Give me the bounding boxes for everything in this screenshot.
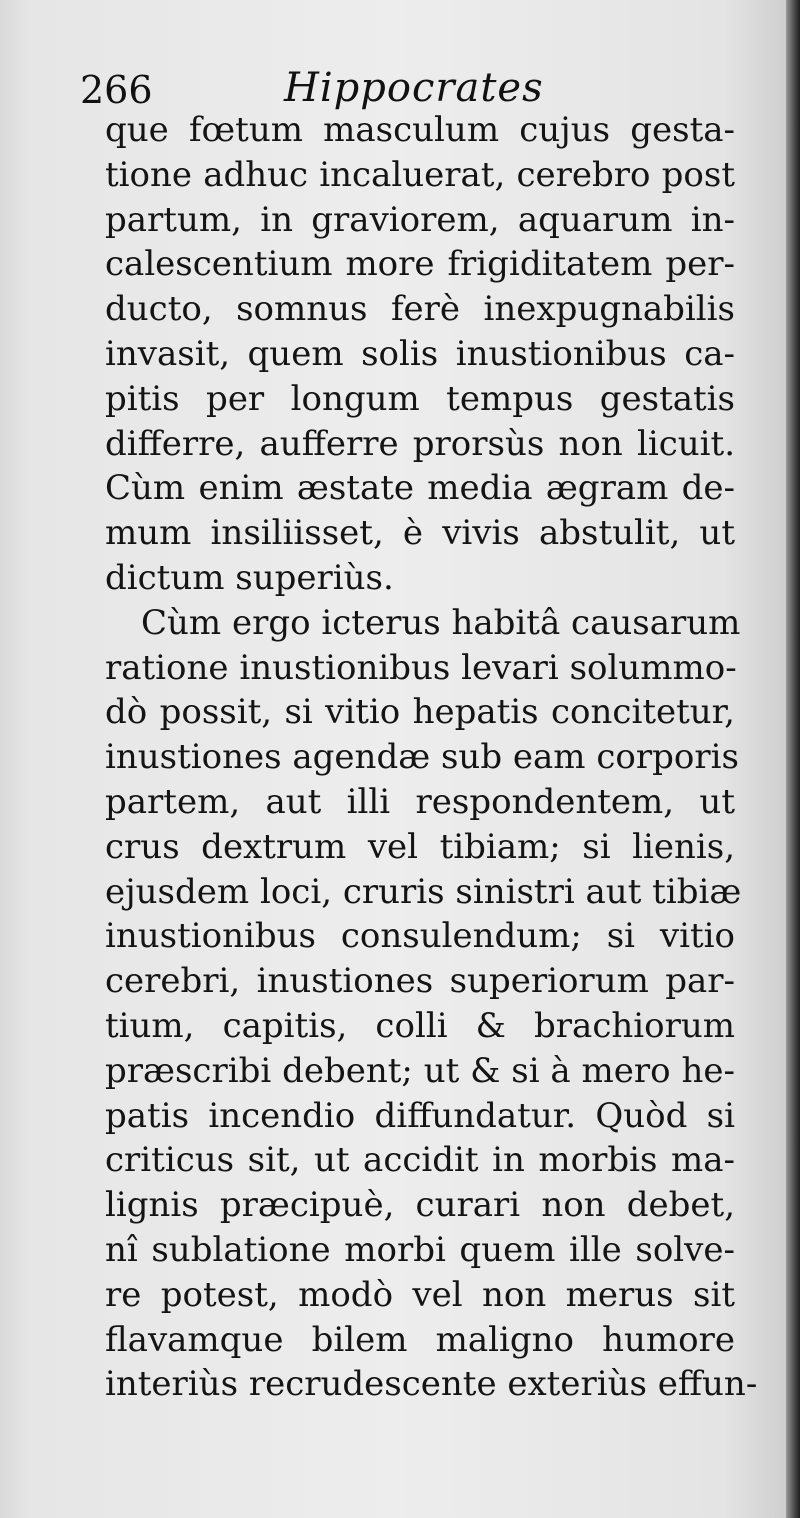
text-line: tione adhuc incaluerat, cerebro post [105,154,735,195]
text-line: ejusdem loci, cruris sinistri aut tibiæ [105,871,742,912]
text-line: re potest, modò vel non merus sit [105,1274,735,1315]
text-line: pitis per longum tempus gestatis [105,378,735,419]
text-line: calescentium more frigiditatem per- [105,244,735,285]
page-number: 266 [80,68,153,112]
body-text [105,108,758,1407]
text-line: patis incendio diffundatur. Quòd si [105,1095,735,1136]
text-line: crus dextrum vel tibiam; si lienis, [105,826,735,867]
paragraph-start-line: Cùm ergo icterus habitâ causarum [141,602,741,643]
text-line: interiùs recrudescente exteriùs effun- [105,1364,758,1405]
text-line: partem, aut illi respondentem, ut [105,781,735,822]
text-line: flavamque bilem maligno humore [105,1319,735,1360]
text-line: lignis præcipuè, curari non debet, [105,1185,735,1226]
text-line: ducto, somnus ferè inexpugnabilis [105,289,735,330]
text-line: nî sublatione morbi quem ille solve- [105,1229,735,1270]
text-line: præscribi debent; ut & si à mero he- [105,1050,735,1091]
text-line: criticus sit, ut accidit in morbis ma- [105,1140,735,1181]
book-edge-shadow [786,0,800,1518]
text-line: differre, aufferre prorsùs non licuit. [105,423,735,464]
text-line: Cùm enim æstate media ægram de- [105,468,735,509]
text-line: partum, in graviorem, aquarum in- [105,199,735,240]
page-header [80,62,740,114]
text-line: ratione inustionibus levari solummo- [105,647,737,688]
text-line: mum insiliisset, è vivis abstulit, ut [105,513,735,554]
text-line: tium, capitis, colli & brachiorum [105,1005,735,1046]
running-head: Hippocrates [284,65,544,111]
text-line: dictum superiùs. [105,557,394,598]
text-line: invasit, quem solis inustionibus ca- [105,333,735,374]
text-line: inustionibus consulendum; si vitio [105,916,735,957]
text-line: cerebri, inustiones superiorum par- [105,961,735,1002]
text-line: dò possit, si vitio hepatis concitetur, [105,692,735,733]
text-line: que fœtum masculum cujus gesta- [105,110,735,150]
text-line: inustiones agendæ sub eam corporis [105,737,739,778]
